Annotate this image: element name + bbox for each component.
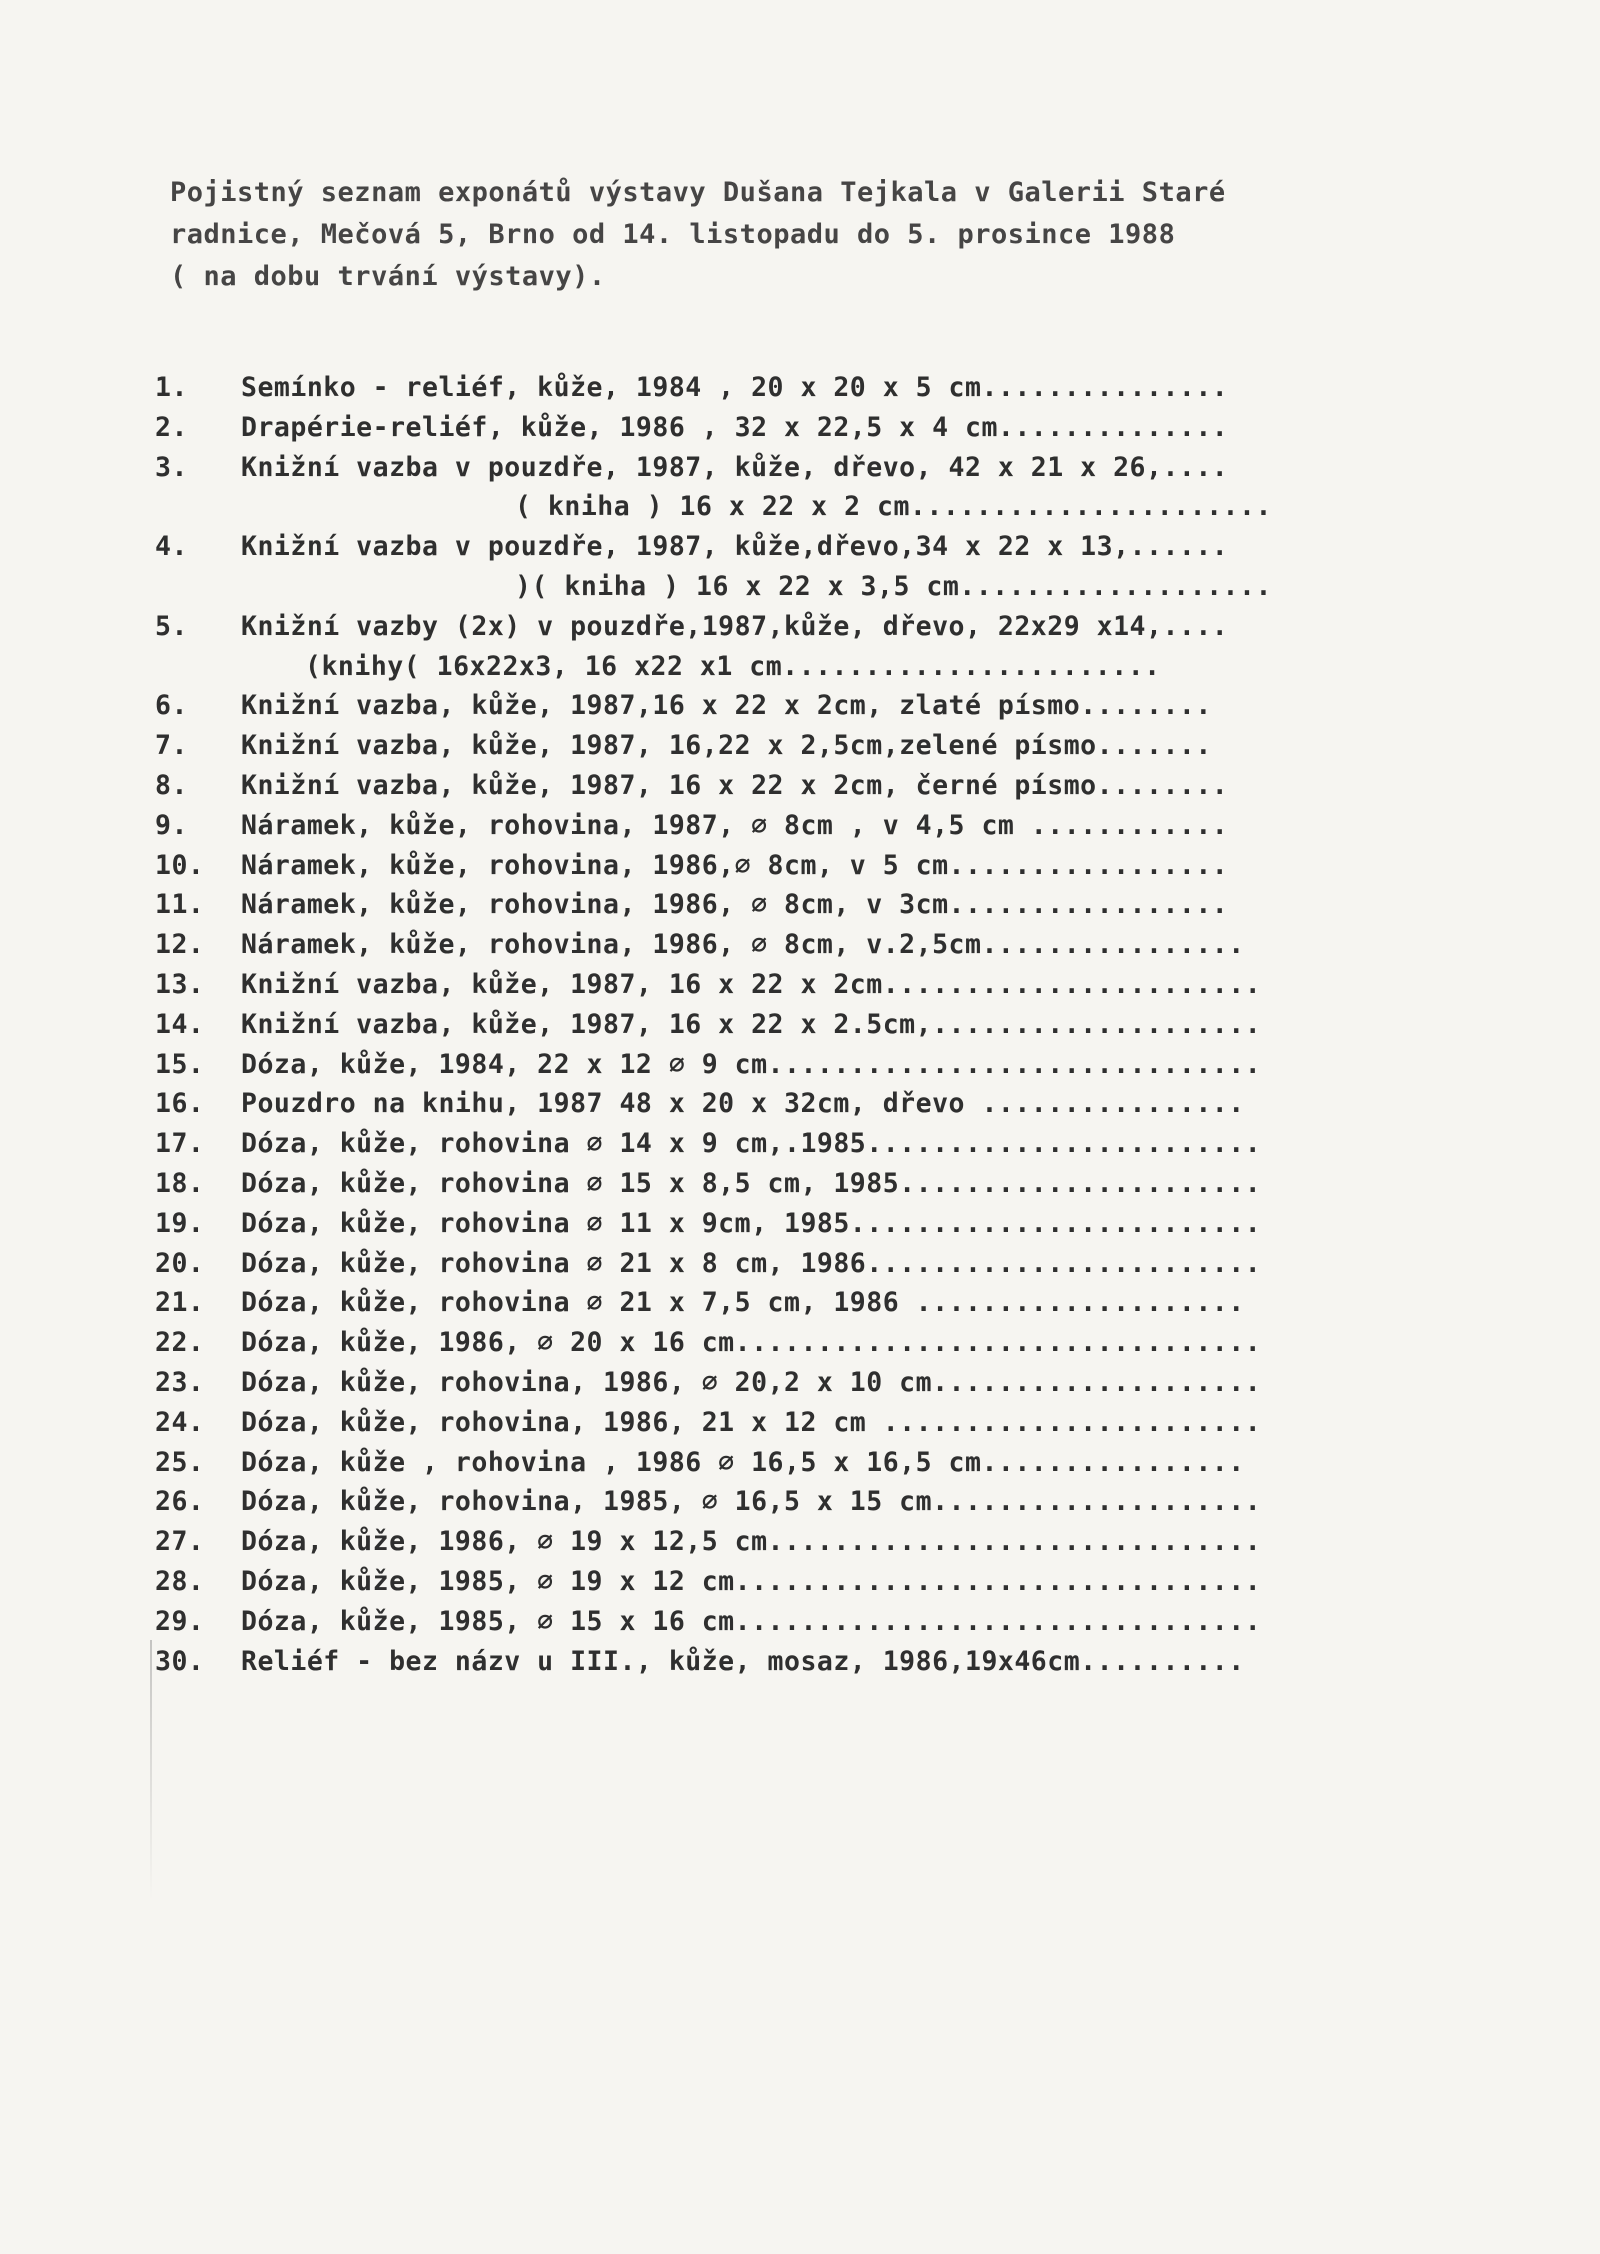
item-number: 23.	[155, 1366, 205, 1398]
list-item	[155, 448, 1445, 488]
item-text: Dóza, kůže, 1985, ∅ 19 x 12 cm................................	[241, 1565, 1262, 1597]
item-number: 11.	[155, 889, 205, 921]
list-item	[155, 1363, 1445, 1403]
item-number: 22.	[155, 1327, 205, 1359]
item-text: Dóza, kůže, rohovina ∅ 11 x 9cm, 1985.........................	[241, 1207, 1262, 1239]
list-item	[155, 686, 1445, 726]
exhibit-list	[155, 368, 1445, 1681]
item-number: 17.	[155, 1128, 205, 1160]
list-item	[155, 527, 1445, 567]
item-number: 26.	[155, 1486, 205, 1518]
list-item	[155, 1602, 1445, 1642]
item-text: Reliéf - bez názv u III., kůže, mosaz, 1986,19x46cm..........	[241, 1645, 1245, 1677]
document-header	[170, 172, 1450, 298]
list-item	[155, 726, 1445, 766]
item-number: 10.	[155, 849, 205, 881]
item-number: 4.	[155, 531, 188, 563]
item-text: Dóza, kůže, rohovina, 1986, 21 x 12 cm .......................	[241, 1406, 1262, 1438]
item-text: Dóza, kůže , rohovina , 1986 ∅ 16,5 x 16,5 cm................	[241, 1446, 1245, 1478]
list-item	[155, 607, 1445, 647]
list-item	[155, 885, 1445, 925]
item-text: Dóza, kůže, rohovina ∅ 15 x 8,5 cm, 1985......................	[241, 1167, 1262, 1199]
item-number: 12.	[155, 929, 205, 961]
item-text: Knižní vazba, kůže, 1987, 16 x 22 x 2.5cm,....................	[241, 1008, 1262, 1040]
list-item	[155, 1522, 1445, 1562]
item-number: 24.	[155, 1406, 205, 1438]
item-text: Drapérie-reliéf, kůže, 1986 , 32 x 22,5 x 4 cm..............	[241, 411, 1229, 443]
item-text: Náramek, kůže, rohovina, 1986,∅ 8cm, v 5 cm.................	[241, 849, 1229, 881]
item-text: (knihy( 16x22x3, 16 x22 x1 cm.......................	[305, 650, 1161, 682]
item-text: ( kniha ) 16 x 22 x 2 cm......................	[515, 491, 1272, 523]
list-item	[155, 1482, 1445, 1522]
item-text: Náramek, kůže, rohovina, 1986, ∅ 8cm, v 3cm.................	[241, 889, 1229, 921]
item-text: Dóza, kůže, 1985, ∅ 15 x 16 cm................................	[241, 1605, 1262, 1637]
list-item	[155, 846, 1445, 886]
item-text: Náramek, kůže, rohovina, 1987, ∅ 8cm , v 4,5 cm ............	[241, 809, 1229, 841]
list-item	[155, 1124, 1445, 1164]
list-item-continuation	[155, 487, 1445, 527]
margin-pencil-mark	[150, 1640, 152, 1900]
item-number: 20.	[155, 1247, 205, 1279]
list-item	[155, 1244, 1445, 1284]
list-item-continuation	[155, 647, 1445, 687]
list-item	[155, 1562, 1445, 1602]
list-item	[155, 806, 1445, 846]
item-text: Pouzdro na knihu, 1987 48 x 20 x 32cm, dřevo ................	[241, 1088, 1245, 1120]
list-item	[155, 766, 1445, 806]
item-number: 2.	[155, 411, 188, 443]
item-text: Dóza, kůže, rohovina, 1985, ∅ 16,5 x 15 cm....................	[241, 1486, 1262, 1518]
list-item	[155, 965, 1445, 1005]
item-text: Dóza, kůže, rohovina ∅ 21 x 7,5 cm, 1986 ....................	[241, 1287, 1245, 1319]
list-item	[155, 1283, 1445, 1323]
header-line-2: radnice, Mečová 5, Brno od 14. listopadu do 5. prosince 1988	[170, 219, 1176, 250]
item-number: 27.	[155, 1526, 205, 1558]
item-text: Dóza, kůže, rohovina ∅ 14 x 9 cm,.1985........................	[241, 1128, 1262, 1160]
list-item	[155, 1323, 1445, 1363]
header-line-3: ( na dobu trvání výstavy).	[170, 261, 606, 292]
item-text: Náramek, kůže, rohovina, 1986, ∅ 8cm, v.2,5cm................	[241, 929, 1245, 961]
item-number: 21.	[155, 1287, 205, 1319]
item-text: Knižní vazba v pouzdře, 1987, kůže,dřevo,34 x 22 x 13,......	[241, 531, 1229, 563]
item-number: 9.	[155, 809, 188, 841]
item-text: Dóza, kůže, rohovina, 1986, ∅ 20,2 x 10 cm....................	[241, 1366, 1262, 1398]
list-item	[155, 925, 1445, 965]
item-number: 28.	[155, 1565, 205, 1597]
item-number: 19.	[155, 1207, 205, 1239]
list-item	[155, 1204, 1445, 1244]
list-item	[155, 1005, 1445, 1045]
item-text: Dóza, kůže, rohovina ∅ 21 x 8 cm, 1986........................	[241, 1247, 1262, 1279]
item-text: Dóza, kůže, 1986, ∅ 20 x 16 cm................................	[241, 1327, 1262, 1359]
item-number: 5.	[155, 610, 188, 642]
header-line-1: Pojistný seznam exponátů výstavy Dušana Tejkala v Galerii Staré	[170, 177, 1226, 208]
list-item	[155, 1642, 1445, 1682]
item-text: Knižní vazba, kůže, 1987,16 x 22 x 2cm, zlaté písmo........	[241, 690, 1212, 722]
item-text: Dóza, kůže, 1984, 22 x 12 ∅ 9 cm..............................	[241, 1048, 1262, 1080]
item-text: Knižní vazba v pouzdře, 1987, kůže, dřevo, 42 x 21 x 26,....	[241, 451, 1229, 483]
item-text: Knižní vazba, kůže, 1987, 16,22 x 2,5cm,zelené písmo.......	[241, 730, 1212, 762]
item-text: Knižní vazba, kůže, 1987, 16 x 22 x 2cm.......................	[241, 968, 1262, 1000]
list-item	[155, 1164, 1445, 1204]
item-number: 7.	[155, 730, 188, 762]
item-text: Semínko - reliéf, kůže, 1984 , 20 x 20 x 5 cm...............	[241, 372, 1229, 403]
item-number: 15.	[155, 1048, 205, 1080]
item-number: 14.	[155, 1008, 205, 1040]
item-number: 3.	[155, 451, 188, 483]
item-number: 16.	[155, 1088, 205, 1120]
list-item	[155, 1443, 1445, 1483]
list-item-continuation	[155, 567, 1445, 607]
item-number: 18.	[155, 1167, 205, 1199]
list-item	[155, 1084, 1445, 1124]
item-number: 8.	[155, 769, 188, 801]
item-number: 29.	[155, 1605, 205, 1637]
item-number: 6.	[155, 690, 188, 722]
item-number: 13.	[155, 968, 205, 1000]
list-item	[155, 408, 1445, 448]
item-text: )( kniha ) 16 x 22 x 3,5 cm...................	[515, 570, 1272, 602]
list-item	[155, 1045, 1445, 1085]
item-text: Knižní vazba, kůže, 1987, 16 x 22 x 2cm, černé písmo........	[241, 769, 1229, 801]
item-text: Knižní vazby (2x) v pouzdře,1987,kůže, dřevo, 22x29 x14,....	[241, 610, 1229, 642]
item-text: Dóza, kůže, 1986, ∅ 19 x 12,5 cm..............................	[241, 1526, 1262, 1558]
item-number: 30.	[155, 1645, 205, 1677]
list-item	[155, 1403, 1445, 1443]
item-number: 25.	[155, 1446, 205, 1478]
item-number: 1.	[155, 372, 188, 403]
list-item	[155, 368, 1445, 408]
